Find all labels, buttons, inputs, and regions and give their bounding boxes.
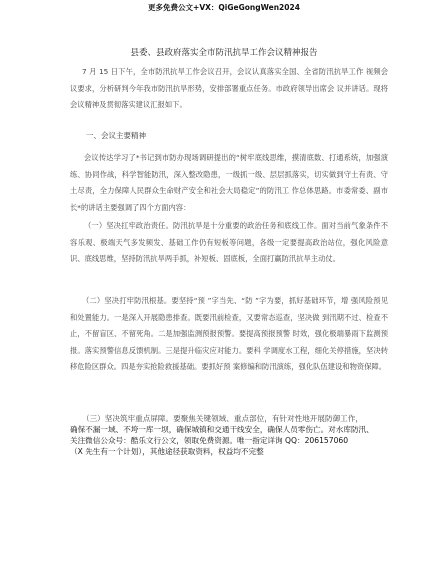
promo-banner: 更多免费公文+VX：QiGeGongWen2024: [148, 3, 300, 12]
body-paragraph-1: 会议传达学习了*书记到市防办现场调研提出的“树牢底线思维，摸清底数、打通系统，加强演练、协同作战，科学智能防汛，深入整改隐患，一级抓一级、层层抓落实，切实做到守土有责、守土尽责，全力保障人民群众生命财产安全和社会大局稳定”的防汛工 作总体思路。市委常委、副市长*的讲话主要强调了四个方面内容：: [70, 153, 388, 212]
footer-line-4: （X 先生有一个计划），其他途径获取资料，权益均不完整: [70, 447, 264, 456]
footer-line-3: 关注微信公众号：酷乐文行公文，领取免费资源。唯一指定详询 QQ：206157060: [70, 436, 349, 445]
section-heading: 一、会议主要精神: [86, 131, 146, 140]
footer-line-2: 确保不漏一域、不垮一库一坝，确保城镇和交通干线安全，确保人员零伤亡。对水库防汛、: [70, 425, 374, 434]
footer-block: [70, 413, 400, 457]
body-paragraph-2: （一）坚决扛牢政治责任。防汛抗旱是十分重要的政治任务和底线工作。面对当前气象条件不容乐观、极端天气多发频发、基础工作仍有短板等问题，各级一定要提高政治站位，强化风险意识、底线思维，坚持防汛抗旱两手抓，补短板、固底板，全面打赢防汛抗旱主动仗。: [70, 221, 388, 263]
intro-paragraph: 7 月 15 日下午，全市防汛抗旱工作会议召开，会议认真落实全国、全省防汛抗旱工作 视频会议要求，分析研判今年我市防汛抗旱形势，安排部署重点任务。市政府领导出席会 议并讲话。现将会议精神及贯彻落实建议汇报如下。: [70, 67, 388, 109]
footer-line-1: （三）坚决筑牢重点屏障。要聚焦关键领域、重点部位，有针对性地开展防御工作，: [82, 414, 363, 423]
body-paragraph-3: （二）坚决打牢防汛根基。要坚持“预 ”字当先、“防 ”字为要，抓好基础环节，增 强风险预见和处置能力。一是深入开展隐患排查。既要汛前检查，又要常态巡查，坚决做 到汛期不过、检查不止，不留盲区、不留死角。二是加强监测预报预警。要提高预报预警 时效，强化极端暴雨下监测预报。落实预警信息反馈机制。三是提升临灾应对能力。要科 学调度水工程，细化关停措施，坚决转移危险区群众。四是夯实抢险救援基础。要抓好预 案修编和防汛演练，强化队伍建设和物资保障。: [70, 296, 388, 371]
document-title: 县委、县政府落实全市防汛抗旱工作会议精神报告: [130, 48, 318, 58]
